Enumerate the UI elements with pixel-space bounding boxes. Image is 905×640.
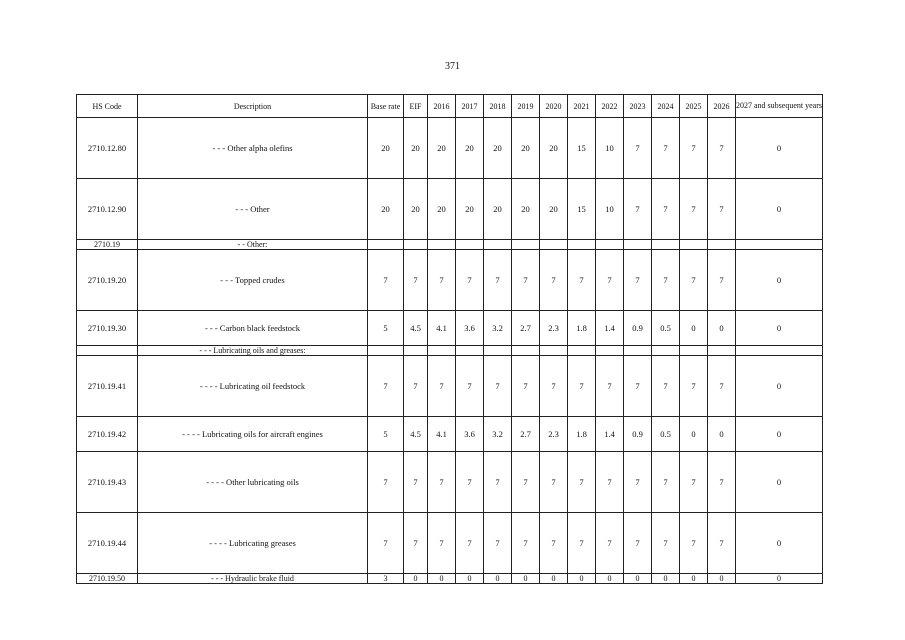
description-cell: - - - - Lubricating greases [138, 513, 368, 574]
year-rate-cell: 0.5 [652, 417, 680, 452]
year-rate-cell: 20 [456, 179, 484, 240]
year-rate-cell: 7 [484, 513, 512, 574]
year-rate-cell [568, 346, 596, 356]
year-rate-cell [456, 240, 484, 250]
year-rate-cell: 7 [652, 179, 680, 240]
year-rate-cell: 0 [568, 574, 596, 584]
final-rate-cell: 0 [736, 417, 823, 452]
year-rate-cell [680, 240, 708, 250]
header-year: 2019 [512, 95, 540, 118]
year-rate-cell: 0.9 [624, 311, 652, 346]
eif-rate-cell: 7 [404, 250, 428, 311]
year-rate-cell [624, 240, 652, 250]
year-rate-cell [708, 346, 736, 356]
table-row [77, 311, 823, 346]
year-rate-cell: 20 [540, 118, 568, 179]
description-cell: - - - - Lubricating oils for aircraft engines [138, 417, 368, 452]
base-rate-cell: 5 [368, 417, 404, 452]
year-rate-cell: 7 [568, 356, 596, 417]
year-rate-cell [512, 346, 540, 356]
year-rate-cell: 7 [456, 250, 484, 311]
year-rate-cell: 0 [428, 574, 456, 584]
table-row [77, 179, 823, 240]
year-rate-cell [568, 240, 596, 250]
base-rate-cell: 20 [368, 179, 404, 240]
year-rate-cell: 1.4 [596, 311, 624, 346]
year-rate-cell: 7 [624, 179, 652, 240]
year-rate-cell: 7 [680, 179, 708, 240]
base-rate-cell: 20 [368, 118, 404, 179]
final-rate-cell: 0 [736, 179, 823, 240]
year-rate-cell: 7 [596, 513, 624, 574]
year-rate-cell: 0 [680, 574, 708, 584]
hs-code-cell: 2710.19.20 [77, 250, 138, 311]
year-rate-cell: 7 [624, 452, 652, 513]
eif-rate-cell: 7 [404, 513, 428, 574]
year-rate-cell [596, 240, 624, 250]
hs-code-cell: 2710.19.30 [77, 311, 138, 346]
year-rate-cell: 7 [484, 356, 512, 417]
header-year: 2021 [568, 95, 596, 118]
year-rate-cell: 0 [708, 311, 736, 346]
year-rate-cell: 15 [568, 179, 596, 240]
year-rate-cell [484, 240, 512, 250]
year-rate-cell: 7 [708, 513, 736, 574]
year-rate-cell: 7 [456, 356, 484, 417]
year-rate-cell: 7 [540, 356, 568, 417]
year-rate-cell: 7 [512, 513, 540, 574]
year-rate-cell: 7 [596, 250, 624, 311]
year-rate-cell: 20 [428, 179, 456, 240]
year-rate-cell: 7 [568, 250, 596, 311]
year-rate-cell: 3.2 [484, 311, 512, 346]
header-eif: EIF [404, 95, 428, 118]
year-rate-cell: 0 [456, 574, 484, 584]
year-rate-cell: 7 [680, 250, 708, 311]
header-hs-code: HS Code [77, 95, 138, 118]
year-rate-cell: 1.4 [596, 417, 624, 452]
hs-code-cell: 2710.19.44 [77, 513, 138, 574]
header-final-years: 2027 and subsequent years [736, 95, 823, 118]
final-rate-cell: 0 [736, 452, 823, 513]
year-rate-cell: 15 [568, 118, 596, 179]
final-rate-cell [736, 240, 823, 250]
year-rate-cell: 20 [484, 118, 512, 179]
header-description: Description [138, 95, 368, 118]
year-rate-cell: 20 [540, 179, 568, 240]
table-row [77, 452, 823, 513]
eif-rate-cell: 0 [404, 574, 428, 584]
year-rate-cell: 7 [680, 513, 708, 574]
header-year: 2020 [540, 95, 568, 118]
year-rate-cell [652, 346, 680, 356]
description-cell: - - - Other [138, 179, 368, 240]
year-rate-cell: 10 [596, 179, 624, 240]
header-year: 2017 [456, 95, 484, 118]
description-cell: - - - Hydraulic brake fluid [138, 574, 368, 584]
eif-rate-cell [404, 240, 428, 250]
eif-rate-cell: 20 [404, 179, 428, 240]
year-rate-cell [596, 346, 624, 356]
year-rate-cell: 0 [540, 574, 568, 584]
table-header-row [77, 95, 823, 118]
final-rate-cell: 0 [736, 250, 823, 311]
year-rate-cell: 4.1 [428, 417, 456, 452]
hs-code-cell: 2710.12.80 [77, 118, 138, 179]
eif-rate-cell: 7 [404, 452, 428, 513]
table-row [77, 250, 823, 311]
year-rate-cell: 7 [624, 513, 652, 574]
hs-code-cell: 2710.19.43 [77, 452, 138, 513]
year-rate-cell: 7 [568, 513, 596, 574]
year-rate-cell [512, 240, 540, 250]
year-rate-cell: 7 [652, 250, 680, 311]
tariff-schedule-table [76, 94, 823, 584]
year-rate-cell [708, 240, 736, 250]
year-rate-cell: 0 [708, 417, 736, 452]
year-rate-cell: 0.5 [652, 311, 680, 346]
year-rate-cell: 7 [512, 356, 540, 417]
table-row [77, 118, 823, 179]
hs-code-cell: 2710.19 [77, 240, 138, 250]
hs-code-cell: 2710.19.50 [77, 574, 138, 584]
base-rate-cell: 7 [368, 356, 404, 417]
year-rate-cell: 7 [596, 356, 624, 417]
year-rate-cell: 7 [708, 356, 736, 417]
year-rate-cell: 7 [708, 452, 736, 513]
year-rate-cell: 7 [624, 356, 652, 417]
table-row [77, 346, 823, 356]
final-rate-cell: 0 [736, 118, 823, 179]
table-row [77, 240, 823, 250]
year-rate-cell: 0 [680, 417, 708, 452]
year-rate-cell: 0 [708, 574, 736, 584]
header-base-rate: Base rate [368, 95, 404, 118]
base-rate-cell: 7 [368, 513, 404, 574]
year-rate-cell: 7 [680, 452, 708, 513]
year-rate-cell [624, 346, 652, 356]
base-rate-cell: 3 [368, 574, 404, 584]
year-rate-cell: 0.9 [624, 417, 652, 452]
year-rate-cell [680, 346, 708, 356]
eif-rate-cell: 7 [404, 356, 428, 417]
table-row [77, 356, 823, 417]
year-rate-cell: 10 [596, 118, 624, 179]
final-rate-cell [736, 346, 823, 356]
year-rate-cell: 7 [624, 118, 652, 179]
year-rate-cell: 7 [512, 452, 540, 513]
year-rate-cell: 7 [708, 118, 736, 179]
year-rate-cell: 7 [456, 452, 484, 513]
eif-rate-cell: 4.5 [404, 311, 428, 346]
table-row [77, 513, 823, 574]
year-rate-cell: 7 [680, 118, 708, 179]
year-rate-cell: 7 [568, 452, 596, 513]
year-rate-cell: 2.7 [512, 311, 540, 346]
year-rate-cell: 20 [484, 179, 512, 240]
year-rate-cell: 3.6 [456, 311, 484, 346]
year-rate-cell [456, 346, 484, 356]
year-rate-cell: 20 [456, 118, 484, 179]
year-rate-cell: 7 [596, 452, 624, 513]
year-rate-cell: 2.3 [540, 417, 568, 452]
year-rate-cell: 7 [428, 250, 456, 311]
description-cell: - - Other: [138, 240, 368, 250]
year-rate-cell: 7 [708, 250, 736, 311]
year-rate-cell: 3.2 [484, 417, 512, 452]
base-rate-cell: 7 [368, 452, 404, 513]
year-rate-cell [652, 240, 680, 250]
final-rate-cell: 0 [736, 574, 823, 584]
header-year: 2023 [624, 95, 652, 118]
table-row [77, 574, 823, 584]
header-year: 2024 [652, 95, 680, 118]
year-rate-cell: 7 [512, 250, 540, 311]
year-rate-cell [428, 346, 456, 356]
hs-code-cell: 2710.19.41 [77, 356, 138, 417]
year-rate-cell [540, 240, 568, 250]
year-rate-cell: 0 [624, 574, 652, 584]
year-rate-cell: 7 [652, 118, 680, 179]
year-rate-cell: 0 [680, 311, 708, 346]
year-rate-cell: 2.3 [540, 311, 568, 346]
description-cell: - - - - Lubricating oil feedstock [138, 356, 368, 417]
year-rate-cell: 7 [428, 356, 456, 417]
year-rate-cell: 0 [652, 574, 680, 584]
year-rate-cell: 20 [512, 179, 540, 240]
eif-rate-cell: 4.5 [404, 417, 428, 452]
final-rate-cell: 0 [736, 513, 823, 574]
year-rate-cell: 7 [652, 356, 680, 417]
year-rate-cell: 7 [428, 513, 456, 574]
base-rate-cell: 5 [368, 311, 404, 346]
year-rate-cell: 0 [512, 574, 540, 584]
final-rate-cell: 0 [736, 356, 823, 417]
base-rate-cell [368, 346, 404, 356]
header-year: 2026 [708, 95, 736, 118]
year-rate-cell: 7 [540, 513, 568, 574]
base-rate-cell: 7 [368, 250, 404, 311]
hs-code-cell [77, 346, 138, 356]
year-rate-cell: 7 [540, 250, 568, 311]
year-rate-cell: 0 [596, 574, 624, 584]
year-rate-cell [484, 346, 512, 356]
year-rate-cell: 7 [540, 452, 568, 513]
description-cell: - - - - Other lubricating oils [138, 452, 368, 513]
year-rate-cell: 7 [652, 513, 680, 574]
page-number: 371 [445, 61, 460, 72]
base-rate-cell [368, 240, 404, 250]
year-rate-cell: 7 [456, 513, 484, 574]
year-rate-cell: 7 [624, 250, 652, 311]
year-rate-cell [428, 240, 456, 250]
description-cell: - - - Carbon black feedstock [138, 311, 368, 346]
year-rate-cell: 1.8 [568, 311, 596, 346]
eif-rate-cell [404, 346, 428, 356]
year-rate-cell: 4.1 [428, 311, 456, 346]
table-row [77, 417, 823, 452]
year-rate-cell: 1.8 [568, 417, 596, 452]
header-year: 2025 [680, 95, 708, 118]
year-rate-cell: 7 [708, 179, 736, 240]
header-year: 2022 [596, 95, 624, 118]
hs-code-cell: 2710.12.90 [77, 179, 138, 240]
description-cell: - - - Other alpha olefins [138, 118, 368, 179]
description-cell: - - - Lubricating oils and greases: [138, 346, 368, 356]
year-rate-cell: 20 [512, 118, 540, 179]
header-year: 2018 [484, 95, 512, 118]
year-rate-cell: 7 [652, 452, 680, 513]
eif-rate-cell: 20 [404, 118, 428, 179]
year-rate-cell: 2.7 [512, 417, 540, 452]
year-rate-cell: 7 [680, 356, 708, 417]
year-rate-cell: 3.6 [456, 417, 484, 452]
final-rate-cell: 0 [736, 311, 823, 346]
hs-code-cell: 2710.19.42 [77, 417, 138, 452]
year-rate-cell: 7 [484, 250, 512, 311]
description-cell: - - - Topped crudes [138, 250, 368, 311]
year-rate-cell: 7 [484, 452, 512, 513]
year-rate-cell: 0 [484, 574, 512, 584]
year-rate-cell: 20 [428, 118, 456, 179]
year-rate-cell [540, 346, 568, 356]
year-rate-cell: 7 [428, 452, 456, 513]
header-year: 2016 [428, 95, 456, 118]
